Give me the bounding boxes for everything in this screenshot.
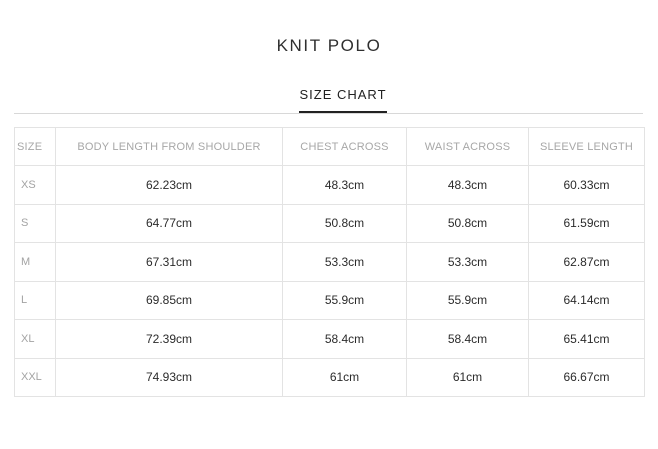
sleeve-value: 66.67cm	[529, 358, 645, 397]
body-length-value: 69.85cm	[56, 281, 283, 320]
chest-value: 48.3cm	[283, 166, 407, 205]
table-row	[15, 166, 645, 205]
body-length-value: 64.77cm	[56, 204, 283, 243]
body-length-value: 67.31cm	[56, 243, 283, 282]
column-header-waist: WAIST ACROSS	[407, 128, 529, 166]
column-header-body-length: BODY LENGTH FROM SHOULDER	[56, 128, 283, 166]
tab-bar	[14, 80, 643, 114]
chest-value: 53.3cm	[283, 243, 407, 282]
waist-value: 55.9cm	[407, 281, 529, 320]
body-length-value: 62.23cm	[56, 166, 283, 205]
size-label: XXL	[15, 358, 56, 397]
column-header-sleeve: SLEEVE LENGTH	[529, 128, 645, 166]
sleeve-value: 60.33cm	[529, 166, 645, 205]
table-row	[15, 358, 645, 397]
sleeve-value: 61.59cm	[529, 204, 645, 243]
column-header-chest: CHEST ACROSS	[283, 128, 407, 166]
body-length-value: 72.39cm	[56, 320, 283, 359]
table-header-row	[15, 128, 645, 166]
table-row	[15, 243, 645, 282]
sleeve-value: 65.41cm	[529, 320, 645, 359]
size-label: S	[15, 204, 56, 243]
product-title: KNIT POLO	[276, 36, 382, 55]
waist-value: 61cm	[407, 358, 529, 397]
size-label: XS	[15, 166, 56, 205]
chest-value: 61cm	[283, 358, 407, 397]
size-label: XL	[15, 320, 56, 359]
table-row	[15, 281, 645, 320]
chest-value: 55.9cm	[283, 281, 407, 320]
table-row	[15, 204, 645, 243]
waist-value: 50.8cm	[407, 204, 529, 243]
waist-value: 58.4cm	[407, 320, 529, 359]
waist-value: 48.3cm	[407, 166, 529, 205]
column-header-size: SIZE	[15, 128, 56, 166]
body-length-value: 74.93cm	[56, 358, 283, 397]
tab-size-chart[interactable]: SIZE CHART	[299, 80, 387, 113]
chest-value: 58.4cm	[283, 320, 407, 359]
size-label: M	[15, 243, 56, 282]
size-chart-table	[14, 127, 645, 397]
table-row	[15, 320, 645, 359]
size-label: L	[15, 281, 56, 320]
waist-value: 53.3cm	[407, 243, 529, 282]
chest-value: 50.8cm	[283, 204, 407, 243]
sleeve-value: 64.14cm	[529, 281, 645, 320]
sleeve-value: 62.87cm	[529, 243, 645, 282]
